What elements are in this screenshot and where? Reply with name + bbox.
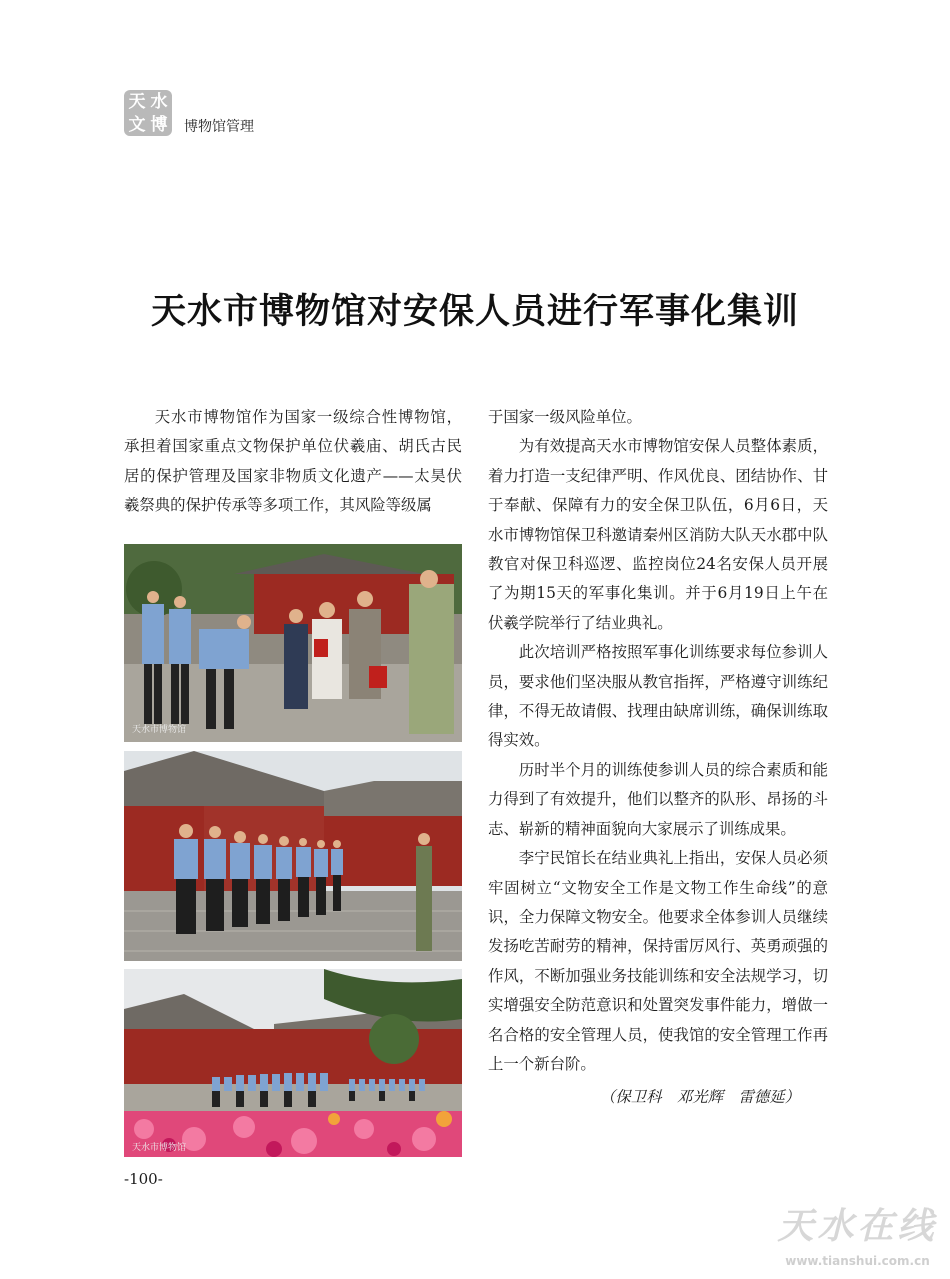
author-signature: （保卫科 邓光辉 雷德延） <box>599 1088 800 1107</box>
site-watermark <box>770 1198 945 1276</box>
right-paragraph-3: 此次培训严格按照军事化训练要求每位参训人员，要求他们坚决服从教官指挥，严格遵守训练纪律，不得无故请假、找理由缺席训练，确保训练取得实效。 <box>488 643 828 750</box>
right-paragraph-2: 为有效提高天水市博物馆安保人员整体素质，着力打造一支纪律严明、作风优良、团结协作、甘于奉献、保障有力的安全保卫队伍，6月6日，天水市博物馆保卫科邀请秦州区消防大队天水郡中队教官对保卫科巡逻、监控岗位24名安保人员开展了为期15天的军事化集训。并于6月19日上午在伏羲学院举行了结业典礼。 <box>488 437 828 632</box>
section-label: 博物馆管理 <box>184 119 254 135</box>
right-paragraph-4: 历时半个月的训练使参训人员的综合素质和能力得到了有效提升，他们以整齐的队形、昂扬的斗志、崭新的精神面貌向大家展示了训练成果。 <box>488 760 828 838</box>
logo-char-1: 天 <box>128 91 146 112</box>
right-paragraph-1: 于国家一级风险单位。 <box>488 408 642 426</box>
right-column <box>488 403 828 1113</box>
left-column <box>124 403 462 521</box>
photo3-caption: 天水市博物馆 <box>132 1143 187 1153</box>
photo-courtyard <box>124 969 462 1157</box>
right-paragraph-5: 李宁民馆长在结业典礼上指出，安保人员必须牢固树立“文物安全工作是文物工作生命线”的意识，全力保障文物安全。他要求全体参训人员继续发扬吃苦耐劳的精神，保持雷厉风行、英勇顽强的作风，不断加强业务技能训练和安全法规学习，切实增强安全防范意识和处置突发事件能力，增做一名合格的安全管理人员，使我馆的安全管理工作再上一个新台阶。 <box>488 849 828 1073</box>
logo-char-2: 水 <box>150 91 168 112</box>
logo-char-3: 文 <box>128 114 146 135</box>
photo1-caption: 天水市博物馆 <box>132 725 187 735</box>
photo-formation <box>124 751 462 961</box>
photo-ceremony <box>124 544 462 742</box>
logo-char-4: 博 <box>150 114 168 135</box>
watermark-url: www.tianshui.com.cn <box>785 1254 930 1268</box>
page-number: -100- <box>124 1170 163 1188</box>
journal-logo <box>124 90 172 136</box>
left-paragraph: 天水市博物馆作为国家一级综合性博物馆，承担着国家重点文物保护单位伏羲庙、胡氏古民居的保护管理及国家非物质文化遗产——太昊伏羲祭典的保护传承等多项工作，其风险等级属 <box>124 408 462 515</box>
article-title: 天水市博物馆对安保人员进行军事化集训 <box>150 291 799 332</box>
watermark-text: 天水在线 <box>777 1206 938 1247</box>
